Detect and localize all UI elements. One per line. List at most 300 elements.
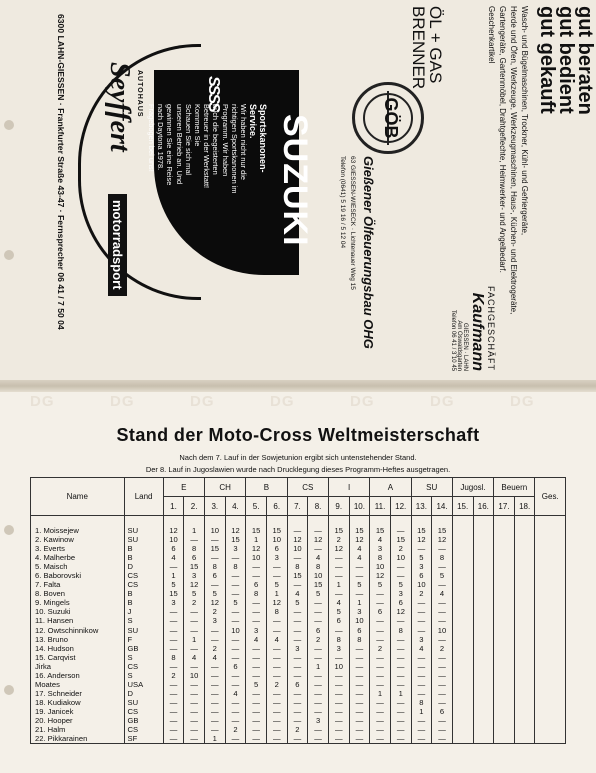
- header-heat: 3.: [204, 497, 225, 516]
- rider-points: 6: [315, 625, 321, 635]
- rider-points: —: [314, 526, 322, 535]
- rider-points: —: [438, 616, 446, 626]
- header-event: CH: [204, 478, 245, 497]
- seyffert-name: Seyffert: [104, 62, 135, 152]
- rider-points: —: [169, 625, 178, 635]
- rider-points: —: [438, 580, 446, 590]
- rider-points: 3: [357, 607, 362, 617]
- rider-points: 10: [313, 571, 323, 581]
- rider-points: —: [355, 643, 364, 653]
- seyffert-address: 6300 LAHN-GIESSEN · Frankfurter Straße 43-47 · Fernsprecher 06 41 / 7 50 04: [56, 14, 66, 330]
- rider-points: —: [438, 715, 446, 725]
- rider-country: GB: [127, 715, 139, 725]
- rider-points: —: [293, 661, 302, 671]
- rider-country: SU: [127, 526, 139, 535]
- suzuki-line: Kommen Sie: [192, 104, 202, 147]
- rider-points: 3: [212, 616, 217, 626]
- rider-points: 6: [377, 607, 383, 617]
- rider-points: 10: [231, 625, 240, 635]
- rider-points: —: [211, 725, 219, 735]
- header-heat: 1.: [163, 497, 184, 516]
- rider-points: 5: [212, 589, 217, 599]
- ad-slogan-line: gut gekauft: [536, 6, 558, 114]
- ad-product-line: Wasch- und Bügelmaschinen, Trockner, Kühl- und Gefriergeräte,: [520, 6, 529, 236]
- watermark: DG: [110, 393, 135, 410]
- rider-points: —: [438, 679, 446, 689]
- suzuki-line: Fragebogen bei uns!: [146, 104, 156, 172]
- rider-points: —: [417, 661, 426, 671]
- rider-points: 8: [233, 562, 238, 572]
- rider-points: 1: [212, 734, 217, 744]
- rider-points: 1: [336, 580, 341, 590]
- rider-points: 2: [212, 643, 217, 653]
- rider-points: 3: [398, 589, 403, 599]
- rider-points: 2: [274, 679, 279, 689]
- rider-points: —: [293, 715, 302, 725]
- rider-points: —: [231, 715, 240, 725]
- rider-points: —: [334, 715, 343, 725]
- rider-points: —: [438, 697, 446, 707]
- rider-points: —: [438, 652, 446, 662]
- rider-points: —: [272, 715, 281, 725]
- rider-country: D: [127, 562, 133, 572]
- rider-points: —: [211, 670, 219, 680]
- rider-points: —: [169, 661, 178, 671]
- oil-heading-line: BRENNER: [409, 6, 428, 90]
- rider-points: 1: [192, 634, 197, 644]
- rider-points: —: [190, 607, 198, 617]
- name-column: [31, 516, 125, 744]
- rider-points: —: [417, 715, 426, 725]
- rider-points: —: [355, 734, 364, 744]
- punch-hole: [4, 525, 14, 535]
- shop-logo: Kaufmann: [469, 292, 486, 371]
- rider-name: 17. Schneider: [35, 688, 82, 698]
- rider-points: —: [438, 688, 446, 698]
- points-list: [164, 526, 184, 743]
- header-heat: 17.: [494, 497, 515, 516]
- rider-points: —: [438, 544, 446, 554]
- rider-points: —: [314, 643, 322, 653]
- rider-points: 5: [233, 598, 238, 608]
- rider-points: —: [293, 625, 302, 635]
- rider-points: —: [438, 607, 446, 617]
- rider-name: 18. Kudiakow: [35, 697, 81, 707]
- rider-name: 10. Suzuki: [35, 607, 71, 617]
- rider-points: —: [169, 725, 178, 735]
- rider-points: 15: [251, 526, 261, 535]
- header-event: Jugosl.: [452, 478, 493, 497]
- points-column: [328, 516, 349, 744]
- rider-points: 4: [377, 535, 383, 545]
- points-column: [163, 516, 184, 744]
- points-list: [412, 526, 432, 743]
- rider-points: —: [190, 734, 198, 744]
- rider-points: —: [417, 652, 426, 662]
- rider-points: 4: [439, 589, 445, 599]
- points-column: [432, 516, 453, 744]
- rider-points: —: [252, 562, 260, 572]
- rider-points: —: [211, 553, 219, 563]
- page-fold: [0, 380, 596, 392]
- rider-points: 12: [169, 526, 178, 535]
- rider-points: —: [169, 634, 178, 644]
- rider-points: 5: [171, 580, 176, 590]
- rider-points: —: [169, 715, 178, 725]
- rider-points: —: [438, 598, 446, 608]
- rider-points: —: [169, 643, 178, 653]
- rider-points: —: [272, 562, 281, 572]
- rider-points: —: [314, 607, 322, 617]
- rider-points: —: [417, 544, 426, 554]
- rider-points: —: [231, 734, 240, 744]
- rider-country: S: [127, 670, 133, 680]
- rider-points: —: [231, 706, 240, 716]
- rider-points: 4: [192, 652, 197, 662]
- points-column: [370, 516, 391, 744]
- rider-points: —: [376, 706, 384, 716]
- rider-country: B: [127, 553, 133, 563]
- rider-points: 15: [169, 589, 178, 599]
- advertisement-page: [0, 0, 596, 385]
- rider-points: —: [231, 553, 240, 563]
- rider-points: —: [293, 697, 302, 707]
- header-event: I: [328, 478, 369, 497]
- rider-points: 12: [293, 535, 302, 545]
- rider-name: 9. Mingels: [35, 598, 70, 608]
- rider-name: 1. Moissejew: [35, 526, 79, 535]
- rider-points: —: [293, 580, 302, 590]
- rider-points: 15: [355, 526, 364, 535]
- watermark: DG: [350, 393, 375, 410]
- rider-points: —: [376, 598, 384, 608]
- rider-points: —: [334, 553, 343, 563]
- rider-points: —: [376, 589, 384, 599]
- rider-points: 6: [439, 706, 445, 716]
- rider-points: 4: [357, 544, 362, 554]
- hardware-shop-ad: [446, 6, 596, 376]
- rider-points: —: [314, 725, 322, 735]
- rider-points: 2: [398, 544, 403, 554]
- rider-points: —: [272, 706, 281, 716]
- rider-points: —: [169, 697, 178, 707]
- rider-points: 2: [377, 643, 383, 653]
- rider-points: —: [334, 571, 343, 581]
- shop-phone: Telefon 06 41 / 3 10 45: [450, 309, 456, 371]
- rider-name: 4. Malherbe: [35, 553, 76, 563]
- rider-points: —: [231, 634, 240, 644]
- points-list: [432, 526, 452, 743]
- rider-points: —: [355, 697, 364, 707]
- rider-points: 3: [171, 598, 176, 608]
- header-heat: 4.: [225, 497, 246, 516]
- rider-points: —: [169, 734, 178, 744]
- empty-column: [452, 516, 473, 744]
- header-heat: 9.: [328, 497, 349, 516]
- rider-country: CS: [127, 571, 139, 581]
- points-list: [226, 526, 246, 743]
- suzuki-line: Programm. Wir haben: [220, 104, 230, 177]
- rider-points: —: [396, 706, 405, 716]
- rider-points: 12: [272, 598, 281, 608]
- rider-points: —: [211, 535, 219, 545]
- name-list: [35, 526, 124, 743]
- rider-points: 15: [417, 526, 426, 535]
- rider-points: 3: [274, 553, 279, 563]
- points-list: [308, 526, 328, 743]
- rider-points: —: [355, 688, 364, 698]
- rider-points: 1: [377, 688, 383, 698]
- rider-country: F: [127, 634, 133, 644]
- rider-points: 4: [357, 553, 362, 563]
- suzuki-line: Schauen Sie sich mal: [183, 104, 193, 176]
- punch-hole: [4, 685, 14, 695]
- rider-points: —: [272, 688, 281, 698]
- header-event: SU: [411, 478, 452, 497]
- rider-points: 1: [398, 688, 403, 698]
- rider-points: 4: [295, 589, 300, 599]
- rider-points: —: [396, 697, 405, 707]
- rider-country: CS: [127, 725, 139, 735]
- subtitle: Der 8. Lauf in Jugoslawien wurde nach Drucklegung dieses Programm-Heftes ausgetragen.: [145, 465, 451, 474]
- points-list: [391, 526, 411, 743]
- rider-points: —: [376, 679, 384, 689]
- rider-name: 3. Everts: [35, 544, 65, 554]
- oil-burner-ad: [318, 6, 448, 376]
- rider-points: —: [293, 670, 302, 680]
- rider-points: 2: [171, 670, 176, 680]
- rider-points: 8: [357, 634, 362, 644]
- rider-points: —: [334, 589, 343, 599]
- rider-points: —: [293, 706, 302, 716]
- rider-points: 10: [189, 670, 199, 680]
- rider-points: —: [396, 634, 405, 644]
- shop-city: GIESSEN · LAHN: [462, 322, 468, 371]
- rider-name: 12. Owtschinnikow: [35, 625, 99, 635]
- rider-points: —: [334, 652, 343, 662]
- seyffert-ad: [65, 44, 145, 364]
- rider-points: 15: [293, 571, 302, 581]
- rider-country: S: [127, 652, 133, 662]
- rider-points: 1: [192, 526, 197, 535]
- rider-points: —: [211, 715, 219, 725]
- rider-points: —: [211, 688, 219, 698]
- rider-points: —: [272, 697, 281, 707]
- header-heat: 11.: [370, 497, 391, 516]
- rider-name: Jirka: [35, 661, 52, 671]
- rider-points: 4: [253, 634, 259, 644]
- rider-points: 15: [272, 526, 281, 535]
- rider-points: 6: [253, 580, 259, 590]
- rider-points: —: [252, 706, 260, 716]
- rider-points: —: [396, 661, 405, 671]
- rider-points: 15: [189, 562, 199, 572]
- rider-points: —: [190, 688, 198, 698]
- rider-points: —: [211, 661, 219, 671]
- header-name: Name: [31, 478, 125, 516]
- rider-points: —: [293, 734, 302, 744]
- rider-points: 6: [398, 598, 403, 608]
- punch-hole: [4, 120, 14, 130]
- rider-points: 15: [375, 526, 385, 535]
- rider-points: 8: [171, 652, 176, 662]
- rider-points: —: [334, 734, 343, 744]
- table-body-row: [31, 516, 566, 744]
- rider-points: 8: [419, 697, 424, 707]
- rider-points: 8: [295, 562, 300, 572]
- rider-points: —: [293, 553, 302, 563]
- rider-points: —: [231, 652, 240, 662]
- rider-points: —: [334, 679, 343, 689]
- rider-points: —: [211, 679, 219, 689]
- rider-points: 1: [274, 589, 279, 599]
- rider-points: 3: [419, 562, 424, 572]
- rider-points: 2: [212, 607, 217, 617]
- rider-points: —: [252, 616, 260, 626]
- rider-points: —: [231, 607, 240, 617]
- rider-points: 1: [357, 598, 362, 608]
- points-list: [350, 526, 370, 743]
- rider-points: 5: [192, 589, 197, 599]
- rider-points: 5: [315, 589, 321, 599]
- rider-points: 15: [313, 580, 323, 590]
- rider-points: —: [169, 706, 178, 716]
- rider-points: 4: [171, 553, 176, 563]
- header-event: Beuern: [494, 478, 535, 497]
- empty-column: [535, 516, 566, 744]
- rider-points: 10: [437, 625, 447, 635]
- rider-points: 12: [396, 607, 405, 617]
- points-column: [184, 516, 205, 744]
- header-heat: 12.: [390, 497, 411, 516]
- rider-points: 12: [417, 535, 426, 545]
- rider-country: SF: [127, 734, 138, 744]
- rider-points: 10: [355, 616, 364, 626]
- header-event: E: [163, 478, 204, 497]
- rider-points: —: [314, 688, 322, 698]
- rider-points: 10: [169, 535, 178, 545]
- watermark: DG: [190, 393, 215, 410]
- rider-points: —: [211, 706, 219, 716]
- points-column: [411, 516, 432, 744]
- rider-points: —: [314, 598, 322, 608]
- rider-points: 1: [315, 661, 321, 671]
- rider-points: —: [231, 643, 240, 653]
- points-column: [266, 516, 287, 744]
- ad-product-line: Geschenkartikel: [487, 6, 496, 64]
- points-column: [225, 516, 246, 744]
- rider-points: —: [396, 643, 405, 653]
- rider-name: 20. Hooper: [35, 715, 73, 725]
- rider-points: 2: [192, 598, 197, 608]
- rider-points: 4: [274, 634, 279, 644]
- rider-country: CS: [127, 580, 139, 590]
- rider-points: —: [314, 544, 322, 554]
- rider-country: B: [127, 589, 133, 599]
- rider-points: —: [252, 598, 260, 608]
- rider-points: 1: [419, 706, 424, 716]
- rider-country: S: [127, 616, 133, 626]
- rider-points: —: [438, 562, 446, 572]
- rider-country: B: [127, 544, 133, 554]
- seyffert-autohaus: AUTOHAUS: [136, 70, 143, 118]
- points-list: [184, 526, 204, 743]
- suzuki-line: Betreuer in der Werkstatt!: [202, 104, 212, 189]
- rider-points: —: [396, 725, 405, 735]
- land-list: [128, 526, 163, 743]
- rider-points: 5: [295, 598, 300, 608]
- rider-country: GB: [127, 643, 139, 653]
- rider-points: —: [334, 688, 343, 698]
- rider-points: —: [355, 589, 364, 599]
- rider-name: 13. Bruno: [35, 634, 68, 644]
- rider-points: —: [376, 734, 384, 744]
- header-total: Ges.: [535, 478, 566, 516]
- rider-points: 3: [233, 544, 238, 554]
- rider-points: 10: [251, 553, 261, 563]
- rider-points: —: [417, 598, 426, 608]
- header-heat: 15.: [452, 497, 473, 516]
- watermark: DG: [30, 393, 55, 410]
- rider-points: —: [272, 652, 281, 662]
- empty-column: [514, 516, 535, 744]
- rider-points: 4: [233, 688, 238, 698]
- rider-points: 10: [272, 535, 281, 545]
- rider-points: 6: [192, 553, 197, 563]
- rider-points: —: [252, 697, 260, 707]
- rider-points: —: [417, 670, 426, 680]
- rider-name: 6. Baborovski: [35, 571, 82, 581]
- rider-points: 12: [437, 535, 447, 545]
- rider-country: B: [127, 598, 133, 608]
- rider-points: 6: [419, 571, 424, 581]
- rider-points: 2: [295, 725, 300, 735]
- rider-points: —: [169, 607, 178, 617]
- suzuki-line: gewinnen Sie eine Reise: [165, 104, 175, 186]
- rider-points: —: [417, 616, 426, 626]
- rider-points: —: [376, 670, 384, 680]
- rider-points: —: [293, 616, 302, 626]
- rider-points: 12: [189, 580, 199, 590]
- empty-column: [473, 516, 494, 744]
- rider-points: —: [314, 679, 322, 689]
- rider-points: 8: [336, 634, 341, 644]
- suzuki-line: unseren Betrieb an. Und: [174, 104, 184, 185]
- rider-points: 15: [437, 526, 447, 535]
- rider-points: 10: [210, 526, 220, 535]
- rider-points: 8: [212, 562, 217, 572]
- header-heat: 2.: [184, 497, 205, 516]
- rider-points: 3: [295, 643, 300, 653]
- rider-points: —: [190, 725, 198, 735]
- rider-points: 2: [315, 634, 321, 644]
- rider-name: 16. Anderson: [35, 670, 80, 680]
- header-heat: 18.: [514, 497, 535, 516]
- rider-points: 3: [419, 634, 424, 644]
- header-heat: 7.: [287, 497, 308, 516]
- rider-points: —: [293, 607, 302, 617]
- rider-points: —: [417, 734, 426, 744]
- rider-points: —: [355, 670, 364, 680]
- rider-country: J: [127, 607, 132, 617]
- rider-points: —: [314, 706, 322, 716]
- shop-street: Am Oswaldsgarten: [456, 320, 462, 371]
- points-column: [308, 516, 329, 744]
- rider-points: 5: [377, 580, 383, 590]
- rider-points: —: [190, 625, 198, 635]
- rider-points: —: [272, 643, 281, 653]
- rider-points: —: [334, 562, 343, 572]
